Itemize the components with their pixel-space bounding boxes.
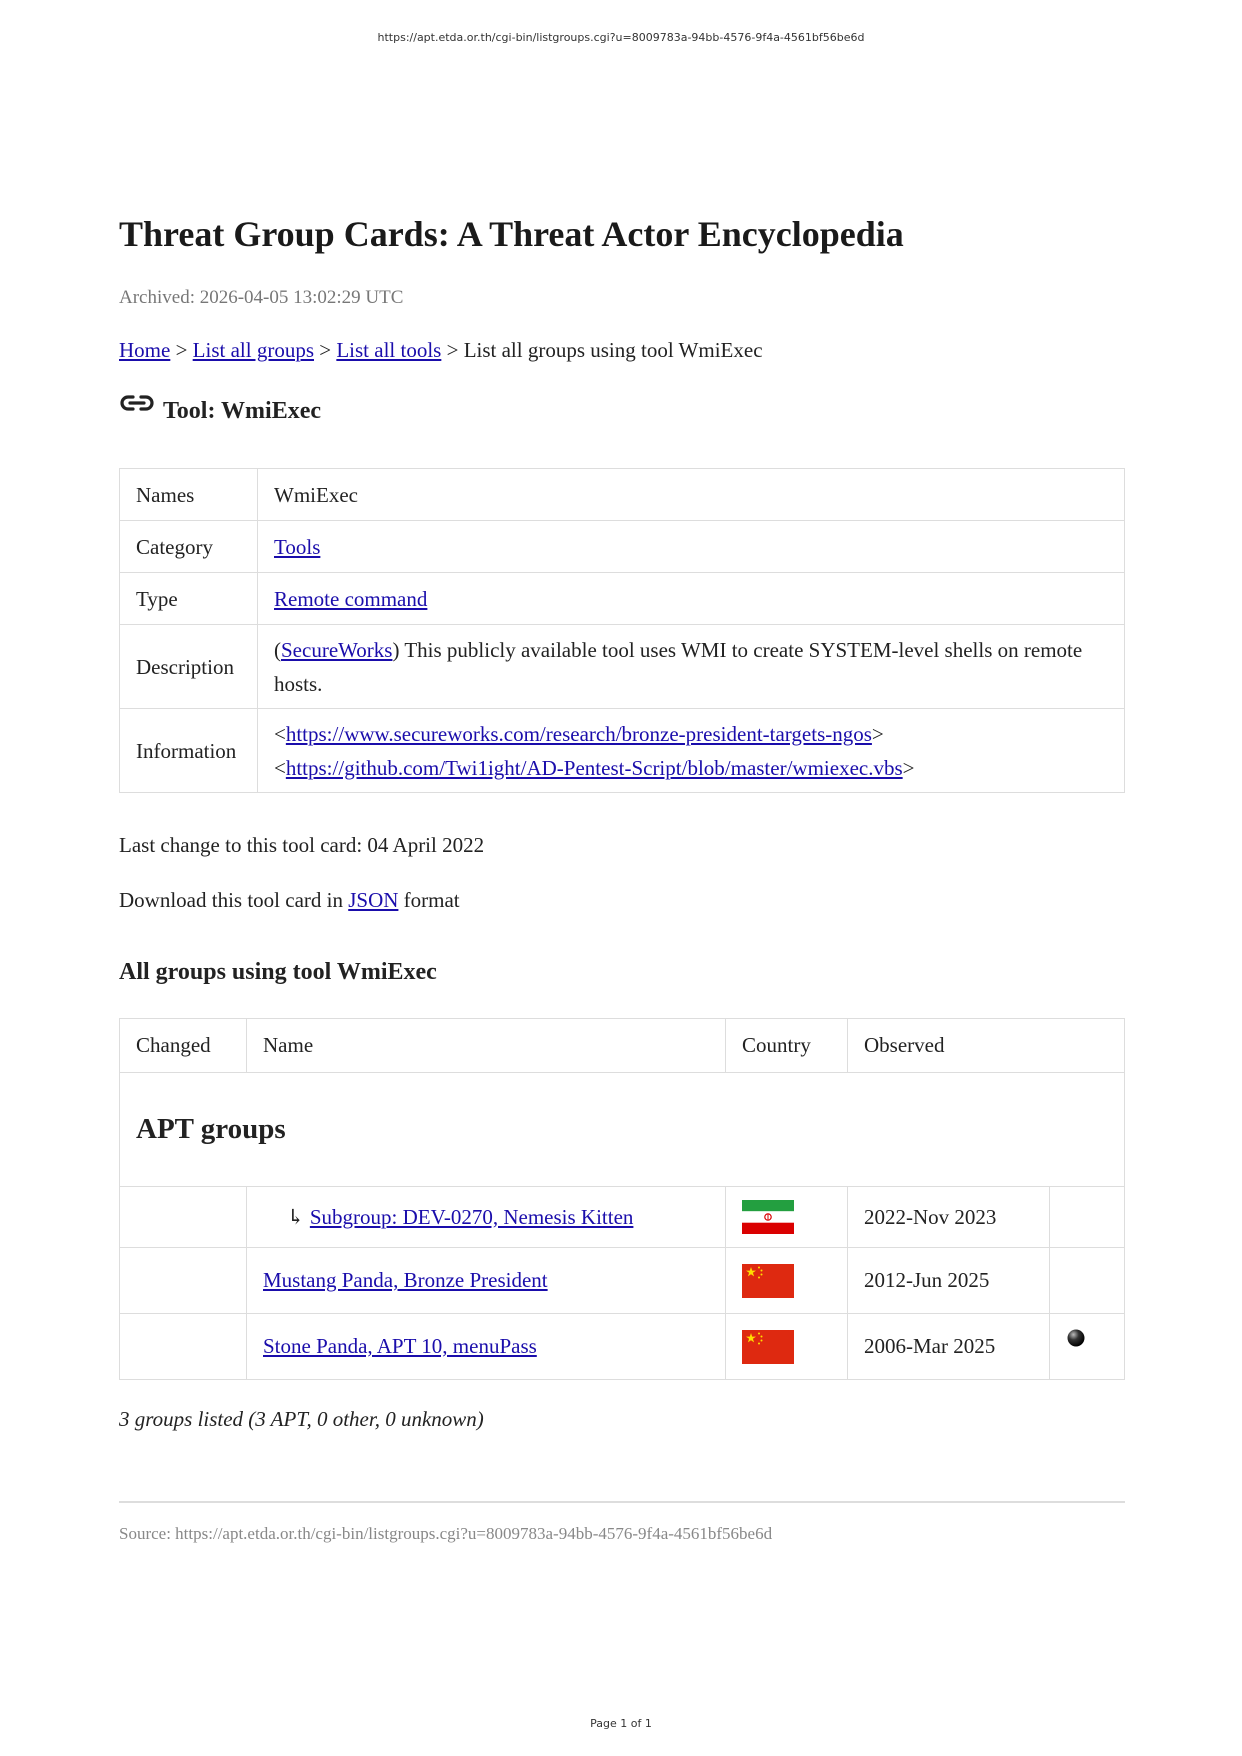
tool-information-row [120,709,1125,793]
tool-category-row [120,521,1125,573]
breadcrumb [119,338,763,363]
last-change-text: Last change to this tool card: 04 April 2022 [119,833,485,857]
china-flag-icon[interactable] [742,1264,794,1298]
angle-close: > [871,721,884,746]
groups-heading: All groups using tool WmiExec [119,959,437,985]
table-row [120,1248,1125,1314]
tool-heading-text: Tool: WmiExec [163,398,322,424]
group-marker-cell [1050,1314,1125,1380]
footer-divider [119,1501,1125,1503]
download-line [119,888,460,913]
page-number: Page 1 of 1 [590,1717,652,1730]
group-name-cell [247,1314,726,1380]
iran-flag-icon[interactable] [742,1200,794,1234]
breadcrumb-list-tools-link[interactable]: List all tools [336,338,442,362]
breadcrumb-separator: > [446,338,459,362]
download-suffix: format [403,888,460,912]
tool-category-cell [258,521,1125,573]
group-country-cell [726,1187,848,1248]
group-name-cell [247,1248,726,1314]
description-text: ) This publicly available tool uses WMI to create SYSTEM-level shells on remote hosts. [274,637,1083,696]
tool-type-row [120,573,1125,625]
archived-timestamp: Archived: 2026-04-05 13:02:29 UTC [119,287,404,308]
description-open-paren: ( [274,637,281,662]
description-source-link[interactable]: SecureWorks [281,637,393,662]
groups-summary: 3 groups listed (3 APT, 0 other, 0 unknown) [119,1407,484,1431]
group-country-cell [726,1248,848,1314]
download-json-link[interactable]: JSON [348,888,399,912]
groups-header-row [120,1019,1125,1073]
group-observed-cell: 2006-Mar 2025 [848,1314,1050,1380]
breadcrumb-list-groups-link[interactable]: List all groups [192,338,314,362]
section-row-apt [120,1073,1125,1187]
column-header-name: Name [247,1019,726,1073]
china-flag-icon[interactable] [742,1330,794,1364]
tool-heading [119,398,321,425]
group-link-dev-0270[interactable]: Subgroup: DEV-0270, Nemesis Kitten [309,1204,634,1229]
group-link-mustang-panda[interactable]: Mustang Panda, Bronze President [263,1268,548,1292]
group-marker-cell [1050,1187,1125,1248]
group-name-cell [247,1187,726,1248]
column-header-observed: Observed [848,1019,1125,1073]
column-header-changed: Changed [120,1019,247,1073]
breadcrumb-current: List all groups using tool WmiExec [463,338,763,362]
tool-names-label: Names [120,469,258,521]
black-sphere-icon[interactable] [1066,1328,1086,1348]
group-marker-cell [1050,1248,1125,1314]
tool-information-label: Information [120,709,258,793]
page-title: Threat Group Cards: A Threat Actor Encyclopedia [119,214,904,254]
tool-type-label: Type [120,573,258,625]
tool-description-label: Description [120,625,258,709]
tool-type-cell [258,573,1125,625]
tool-info-table [119,468,1125,793]
tool-description-cell [258,625,1125,709]
groups-table [119,1018,1125,1380]
tool-names-value: WmiExec [258,469,1125,521]
download-prefix: Download this tool card in [119,888,343,912]
group-observed-cell: 2022-Nov 2023 [848,1187,1050,1248]
angle-open: < [274,755,286,780]
angle-open: < [274,721,286,746]
information-link-line [274,717,1108,751]
table-row [120,1187,1125,1248]
angle-close: > [902,755,915,780]
tool-category-link[interactable]: Tools [274,534,321,559]
information-link-github[interactable]: https://github.com/Twi1ight/AD-Pentest-Script/blob/master/wmiexec.vbs [285,755,903,780]
group-country-cell [726,1314,848,1380]
source-url: Source: https://apt.etda.or.th/cgi-bin/listgroups.cgi?u=8009783a-94bb-4576-9f4a-4561bf56be6d [119,1524,773,1543]
group-link-stone-panda[interactable]: Stone Panda, APT 10, menuPass [263,1334,537,1358]
tool-information-cell [258,709,1125,793]
tool-names-row [120,469,1125,521]
section-label-apt-groups: APT groups [120,1073,1125,1187]
breadcrumb-separator: > [319,338,332,362]
information-link-line [274,751,1108,785]
tool-description-row [120,625,1125,709]
column-header-country: Country [726,1019,848,1073]
subgroup-arrow-icon: ↳ [287,1204,305,1229]
tool-type-link[interactable]: Remote command [274,586,428,611]
group-changed-cell [120,1187,247,1248]
breadcrumb-separator: > [175,338,188,362]
print-header-url: https://apt.etda.or.th/cgi-bin/listgroups.cgi?u=8009783a-94bb-4576-9f4a-4561bf56be6d [377,31,865,44]
information-link-secureworks[interactable]: https://www.secureworks.com/research/bronze-president-targets-ngos [285,721,872,746]
group-changed-cell [120,1314,247,1380]
link-icon [119,391,155,415]
group-observed-cell: 2012-Jun 2025 [848,1248,1050,1314]
table-row [120,1314,1125,1380]
tool-category-label: Category [120,521,258,573]
group-changed-cell [120,1248,247,1314]
breadcrumb-home-link[interactable]: Home [119,338,171,362]
